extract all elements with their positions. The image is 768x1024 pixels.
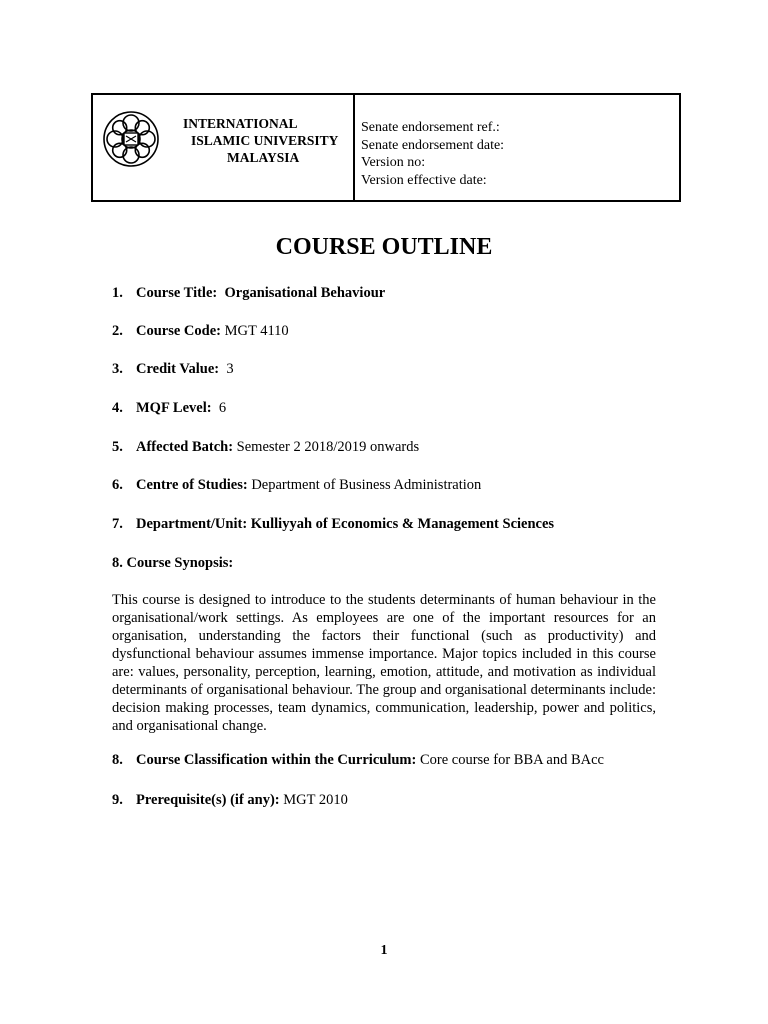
item-value: Department of Business Administration <box>251 477 482 493</box>
prerequisite-item <box>112 792 348 809</box>
synopsis-paragraph: This course is designed to introduce to the students determinants of human behaviour in the organisational/work settings. As employees are one of the important resources for an organisation, understanding the factors their functional (such as productivity) and dysfunctional behaviour assumes immense importance. Major topics included in this course are: values, personality, perception, learning, emotion, attitude, and motivation as individual determinants of organisational behaviour. The group and organisational determinants include: decision making processes, team dynamics, communication, leadership, power and politics, and organisational change. <box>112 592 656 734</box>
document-header-table <box>91 93 681 202</box>
item-label: Department/Unit: <box>136 516 248 532</box>
item-label: MQF Level: <box>136 400 212 416</box>
item-number: 1. <box>112 285 123 301</box>
endorsement-cell <box>355 95 679 200</box>
synopsis-heading: 8. Course Synopsis: <box>112 555 234 571</box>
item-number: 5. <box>112 439 123 455</box>
item-value: Semester 2 2018/2019 onwards <box>236 439 420 455</box>
item-value: 3 <box>226 361 234 377</box>
affected-batch-item <box>112 439 419 456</box>
university-name-line: MALAYSIA <box>227 150 300 165</box>
item-value: Organisational Behaviour <box>224 285 386 301</box>
item-value: Core course for BBA and BAcc <box>419 752 604 768</box>
version-no-label: Version no: <box>361 155 426 170</box>
item-number: 8. <box>112 752 123 768</box>
item-label: Affected Batch: <box>136 439 234 455</box>
university-name-line: ISLAMIC UNIVERSITY <box>191 133 339 148</box>
item-number: 4. <box>112 400 123 416</box>
item-value: MGT 2010 <box>283 792 348 808</box>
item-label: Prerequisite(s) (if any): <box>136 792 280 808</box>
item-number: 2. <box>112 323 123 339</box>
department-unit-item <box>112 516 554 533</box>
credit-value-item <box>112 361 234 378</box>
item-label: Course Code: <box>136 323 221 339</box>
item-label: Course Classification within the Curriculum: <box>136 752 417 768</box>
item-number: 9. <box>112 792 123 808</box>
item-value: Kulliyyah of Economics & Management Sciences <box>250 516 555 532</box>
page-number: 1 <box>380 943 388 958</box>
page-title: COURSE OUTLINE <box>275 234 493 260</box>
mqf-level-item <box>112 400 226 417</box>
item-label: Centre of Studies: <box>136 477 248 493</box>
item-number: 6. <box>112 477 123 493</box>
course-code-item <box>112 323 289 340</box>
university-cell <box>93 95 355 200</box>
item-number: 7. <box>112 516 123 532</box>
course-classification-item <box>112 752 604 769</box>
item-number: 3. <box>112 361 123 377</box>
course-title-item <box>112 285 385 302</box>
senate-ref-label: Senate endorsement ref.: <box>361 120 500 135</box>
university-name-line: INTERNATIONAL <box>183 116 298 131</box>
university-name <box>173 115 361 166</box>
item-value: MGT 4110 <box>224 323 289 339</box>
senate-date-label: Senate endorsement date: <box>361 137 505 153</box>
item-label: Course Title: <box>136 285 218 301</box>
iium-crest-icon <box>101 109 161 169</box>
centre-of-studies-item <box>112 477 481 494</box>
version-date-label: Version effective date: <box>361 172 487 188</box>
item-label: Credit Value: <box>136 361 220 377</box>
item-value: 6 <box>218 400 227 416</box>
